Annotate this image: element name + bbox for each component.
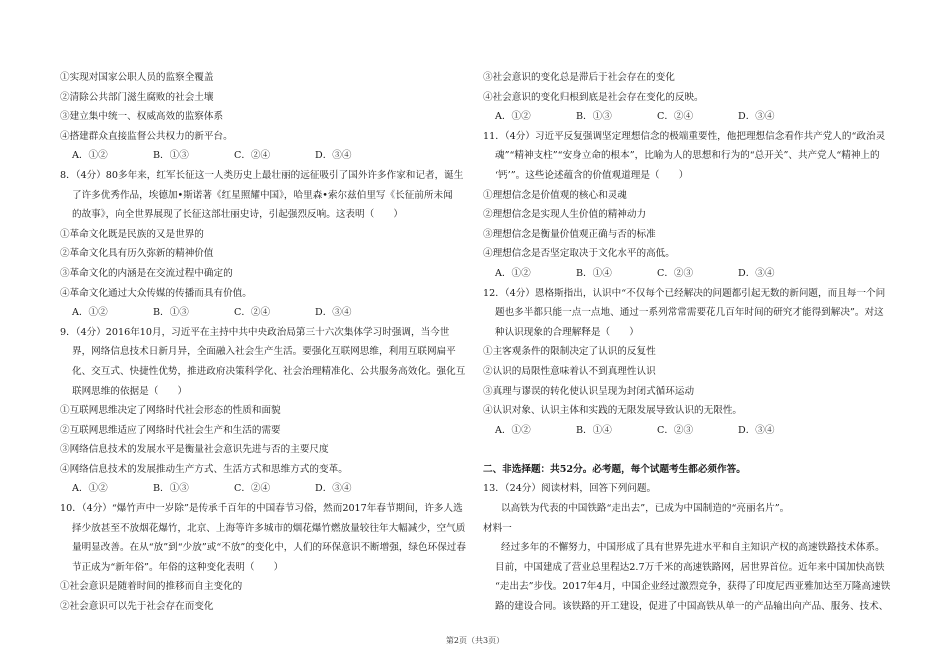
text-line: 界，网络信息技术日新月异，全面融入社会生产生活。要强化互联网思维，利用互联网扁平 [72, 346, 456, 358]
text-line: ②革命文化具有历久弥新的精神价值 [60, 248, 214, 260]
answer-option: B．①③ [153, 150, 189, 162]
section-heading: 二、非选择题：共52分。必考题，每个试题考生都必须作答。 [483, 463, 746, 475]
answer-options [483, 264, 897, 284]
text-line: 8．（4分）80多年来，红军长征这一人类历史上最壮丽的远征吸引了国外许多作家和记者，诞生 [60, 169, 464, 181]
answer-option: B．①④ [576, 267, 612, 279]
text-line: ③真理与谬误的转化使认识呈现为封闭式循环运动 [483, 385, 695, 397]
text-line: 以高铁为代表的中国铁路“走出去”，已成为中国制造的“亮丽名片”。 [501, 503, 790, 515]
text-line: ④网络信息技术的发展推动生产方式、生活方式和思维方式的变革。 [60, 463, 348, 475]
text-line: 节正成为“新年俗”。年俗的这种变化表明（ ） [72, 561, 284, 573]
text-line: ④认识对象、认识主体和实践的无限发展导致认识的无限性。 [483, 405, 743, 417]
text-line: 路的建设合同。该铁路的开工建设，促进了中国高铁从单一的产品输出向产品、服务、技术、 [495, 601, 889, 613]
text-line: 12．（4分）恩格斯指出，认识中“不仅每个已经解决的问题都引起无数的新问题，而且每一个问 [483, 287, 886, 299]
text-line: “走出去”步伐。2017年4月，中国企业经过激烈竞争，获得了印度尼西亚雅加达至万隆高速铁 [495, 581, 891, 593]
answer-option: B．①③ [153, 483, 189, 495]
text-line: 的故事》，向全世界展现了长征这部壮丽史诗，引起强烈反响。这表明（ ） [72, 209, 403, 221]
text-line: 魂”“精神支柱”“安身立命的根本”，比喻为人的思想和行为的“总开关”、共产党人“精神上的 [495, 150, 880, 162]
answer-option: C．②③ [657, 424, 694, 436]
answer-option: B．①③ [576, 111, 612, 123]
answer-option: D．③④ [738, 424, 775, 436]
text-line: ③建立集中统一、权威高效的监察体系 [60, 111, 224, 123]
answer-options [60, 303, 470, 323]
text-line: 量明显改善。在从“放”到“少放”或“不放”的变化中，人们的环保意识不断增强，绿色环保过春 [72, 542, 466, 554]
text-line: ④理想信念是否坚定取决于文化水平的高低。 [483, 248, 675, 260]
text-line: ③网络信息技术的发展水平是衡量社会意识先进与否的主要尺度 [60, 444, 329, 456]
text-line: ③社会意识的变化总是滞后于社会存在的变化 [483, 72, 675, 83]
answer-option: A．①② [495, 424, 531, 436]
text-line: ②理想信念是实现人生价值的精神动力 [483, 209, 647, 221]
text-line: ①实现对国家公职人员的监察全覆盖 [60, 72, 214, 83]
answer-option: B．①③ [153, 307, 189, 319]
text-line: ④搭建群众直接监督公共权力的新平台。 [60, 130, 233, 142]
text-line: 种认识现象的合理解释是（ ） [495, 326, 639, 338]
text-line: 题也多半都只能一点一点地、通过一系列常常需要花几百年时间的研究才能得到解决”。对这 [495, 307, 884, 319]
answer-option: C．②④ [234, 150, 271, 162]
text-line: 11．（4分）习近平反复强调坚定理想信念的极端重要性，他把理想信念看作共产党人的“政治灵 [483, 130, 886, 142]
text-line: 了许多优秀作品，埃德加•斯诺著《红星照耀中国》，哈里森•索尔兹伯里写《长征​前所未闻 [72, 189, 453, 201]
text-line: ③革命文化的内涵是在交流过程中确定的 [60, 267, 233, 279]
text-line: ①主客观条件的限制决定了认识的反复性 [483, 346, 656, 358]
answer-option: A．①② [495, 267, 531, 279]
answer-option: B．①④ [576, 424, 612, 436]
answer-options [483, 421, 897, 441]
answer-option: A．①② [495, 111, 531, 123]
text-line: 材料一 [483, 522, 512, 534]
answer-option: D．③④ [315, 307, 352, 319]
left-column [60, 68, 470, 617]
answer-option: C．②④ [234, 483, 271, 495]
text-line: ‘钙’”。这些论述蕴含的价值观道理是（ ） [495, 169, 689, 181]
text-line: ②社会意识可以先于社会存在而变化 [60, 601, 214, 613]
text-line: ①社会意识是随着时间的推移而自主变化的 [60, 581, 243, 593]
text-line: 13．（24分）阅读材料，回答下列问题。 [483, 483, 657, 495]
answer-option: A．①② [72, 307, 108, 319]
answer-option: A．①② [72, 150, 108, 162]
right-column [483, 68, 897, 617]
answer-options [483, 107, 897, 127]
text-line: ①互联网思维决定了网络时代社会形态的性质和面貌 [60, 405, 281, 417]
spacer [483, 440, 897, 460]
text-line: 择少放甚至不放烟花爆竹，北京、上海等许多城市的烟花爆竹燃放量较往年大幅减少，空气质 [72, 522, 466, 534]
answer-option: D．③④ [738, 267, 775, 279]
answer-option: C．②④ [234, 307, 271, 319]
text-line: ③理想信念是衡量价值观正确与否的标准 [483, 228, 656, 240]
text-line: 化、交互式、快捷性优势，推进政府决策科学化、社会治理精准化、公共服务高效化。强化互 [72, 365, 466, 377]
answer-option: C．②④ [657, 111, 694, 123]
text-line: 9．（4分）2016年10月，习近平在主持中共中央政治局第三十六次集体学习时强调，当今世 [60, 326, 450, 338]
text-line: ①革命文化既是民族的又是世界的 [60, 228, 204, 240]
text-line: ②互联网思维适应了网络时代社会生产和生活的需要 [60, 424, 281, 436]
answer-option: C．②③ [657, 267, 694, 279]
answer-option: D．③④ [315, 150, 352, 162]
answer-option: A．①② [72, 483, 108, 495]
text-line: 联网思维的依据是（ ） [72, 385, 188, 397]
text-line: ②清除公共部门滋生腐败的社会土壤 [60, 91, 214, 103]
text-line: 经过多年的不懈努力，中国形成了具有世界先进水平和自主知识产权的高速铁路技术体系。 [501, 542, 885, 554]
page-footer: 第2页（共3页） [445, 636, 505, 645]
text-line: ④革命文化通过大众传媒的传播而具有价值。 [60, 287, 252, 299]
answer-option: D．③④ [315, 483, 352, 495]
text-line: ②认识的局限性意味着认不到真理性认识 [483, 365, 656, 377]
text-line: ④社会意识的变化归根到底是社会存在变化的反映。 [483, 91, 704, 103]
answer-option: D．③④ [738, 111, 775, 123]
answer-options [60, 479, 470, 499]
text-line: ①理想信念是价值观的核心和灵魂 [483, 189, 627, 201]
text-line: 目前，中国建成了营业总里程达2.7万千米的高速铁路网，居世界首位。近年来中国加快高铁 [495, 561, 885, 573]
answer-options [60, 146, 470, 166]
text-line: 10．（4分）“爆竹声中一岁除”是传承千百年的中国春节习俗，然而2017年春节期间，许多人选 [60, 503, 463, 515]
